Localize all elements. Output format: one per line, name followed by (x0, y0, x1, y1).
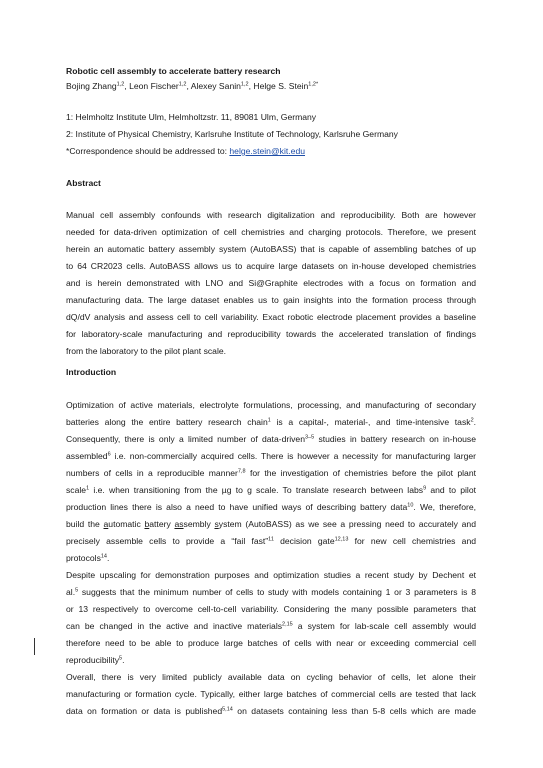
citation-marker: 5 (75, 587, 79, 594)
intro-line: batteries along the entire battery research chain$^1$ is a capital-, material-, and time-intensive task$^2$. (66, 417, 477, 427)
affiliation-1: 1: Helmholtz Institute Ulm, Helmholtzstr. 11, 89081 Ulm, Germany (66, 112, 317, 122)
author-name: Alexey Sanin (190, 81, 241, 91)
citation-marker: 5 (119, 655, 123, 662)
citation-marker: 10 (407, 502, 414, 509)
citation-marker: 3–5 (305, 434, 315, 441)
abstract-line: herein an automatic battery assembly system (AutoBASS) that is capable of assembling batches of up (66, 244, 476, 254)
abstract-line: for laboratory-scale manufacturing and reproducibility towards the accelerated translation of findings (66, 329, 476, 339)
citation-marker: 5,14 (222, 706, 233, 713)
intro-line: manufacturing or formation cycle. Typically, either large batches of commercial cells are tested that lack (66, 689, 476, 699)
affiliation-marker: 1,2 (116, 81, 125, 88)
citation-marker: 2 (470, 417, 474, 424)
author-name: Bojing Zhang (66, 81, 117, 91)
paper-title: Robotic cell assembly to accelerate battery research (66, 66, 281, 76)
affiliation-marker: 1,2* (308, 81, 319, 88)
author-name: Helge S. Stein (253, 81, 309, 91)
intro-line: Consequently, there is only a limited number of data-driven$^{3-5}$ studies in battery research on in-house (66, 434, 476, 444)
intro-line: precisely assemble cells to provide a “fail fast”$^{11}$ decision gate$^{12,13}$ for new cell chemistries and (66, 536, 476, 546)
intro-line: or 13 respectively to overcome cell-to-cell variability. Considering the many possible parameters that (66, 604, 476, 614)
citation-marker: 14 (100, 553, 107, 560)
intro-line: numbers of cells in a reproducible manner$^{7,8}$ for the investigation of chemistries before the pilot plant (66, 468, 476, 478)
correspondence-line (66, 146, 305, 157)
intro-line: protocols$^{14}$. (66, 553, 110, 563)
intro-line: Overall, there is very limited publicly available data on cycling behavior of cells, let alone their (66, 672, 476, 682)
citation-marker: 7,8 (237, 468, 246, 475)
abstract-line: manufacturing data. The large dataset enables us to gain insights into the formation process through (66, 295, 476, 305)
abstract-line: needed for data-driven optimization of cell chemistries and charging protocols. Therefore, we present (66, 227, 476, 237)
citation-marker: 9 (423, 485, 427, 492)
intro-line: data on formation or data is published$^{5,14}$ on datasets containing less than 5-8 cells which are made (66, 706, 476, 716)
citation-marker: 1 (267, 417, 271, 424)
intro-line: production lines there is also a need to have unified ways of describing battery data$^{10}$. We, therefore, (66, 502, 476, 512)
author-list: Bojing Zhang$^{1,2}$, Leon Fischer$^{1,2}$, Alexey Sanin$^{1,2}$, Helge S. Stein$^{1,2*}$ (66, 81, 319, 91)
change-bar (34, 638, 35, 655)
affiliation-marker: 1,2 (178, 81, 187, 88)
introduction-heading: Introduction (66, 367, 117, 377)
intro-line: build the automatic battery assembly system (AutoBASS) as we see a pressing need to accurately and (66, 519, 476, 529)
correspondence-text: *Correspondence should be addressed to: (66, 146, 230, 156)
citation-marker: 1 (86, 485, 90, 492)
intro-line: can be changed in the active and inactive materials$^{2,15}$ a system for lab-scale cell assembly would (66, 621, 476, 631)
citation-marker: 12,13 (334, 536, 349, 543)
abstract-line: and is herein demonstrated with LNO and Si@Graphite electrodes with a focus on formation and (66, 278, 476, 288)
intro-line: al.$^5$ suggests that the minimum number of cells to study with models containing 1 or 3 parameters is 8 (66, 587, 476, 597)
abstract-line: from the laboratory to the pilot plant scale. (66, 346, 227, 356)
abstract-line: Manual cell assembly confounds with research digitalization and reproducibility. Both are however (66, 210, 476, 220)
intro-line: therefore need to be able to produce large batches of cells with near or exceeding commercial cell (66, 638, 476, 648)
affiliation-marker: 1,2 (240, 81, 249, 88)
intro-line: Optimization of active materials, electrolyte formulations, processing, and manufacturing of secondary (66, 400, 476, 410)
intro-line: reproducibility$^5$. (66, 655, 125, 665)
abstract-line: dQ/dV analysis and assess cell to cell variability. Exact robotic electrode placement provides a baseline (66, 312, 476, 322)
correspondence-email-link[interactable]: helge.stein@kit.edu (229, 146, 306, 156)
author-name: Leon Fischer (129, 81, 179, 91)
intro-line: Despite upscaling for demonstration purposes and optimization studies a recent study by Dechent et (66, 570, 476, 580)
intro-line: assembled$^6$ i.e. non-commercially acquired cells. There is however a necessity for manufacturing larger (66, 451, 476, 461)
affiliation-2: 2: Institute of Physical Chemistry, Karlsruhe Institute of Technology, Karlsruhe Germany (66, 129, 398, 139)
abstract-heading: Abstract (66, 178, 101, 188)
abstract-line: to 64 CR2023 cells. AutoBASS allows us to acquire large datasets on in-house developed chemistries (66, 261, 476, 271)
citation-marker: 2,15 (282, 621, 293, 628)
citation-marker: 11 (268, 536, 274, 543)
citation-marker: 6 (107, 451, 111, 458)
intro-line: scale$^1$ i.e. when transitioning from the µg to g scale. To translate research between labs$^9$ and to pilot (66, 485, 477, 495)
